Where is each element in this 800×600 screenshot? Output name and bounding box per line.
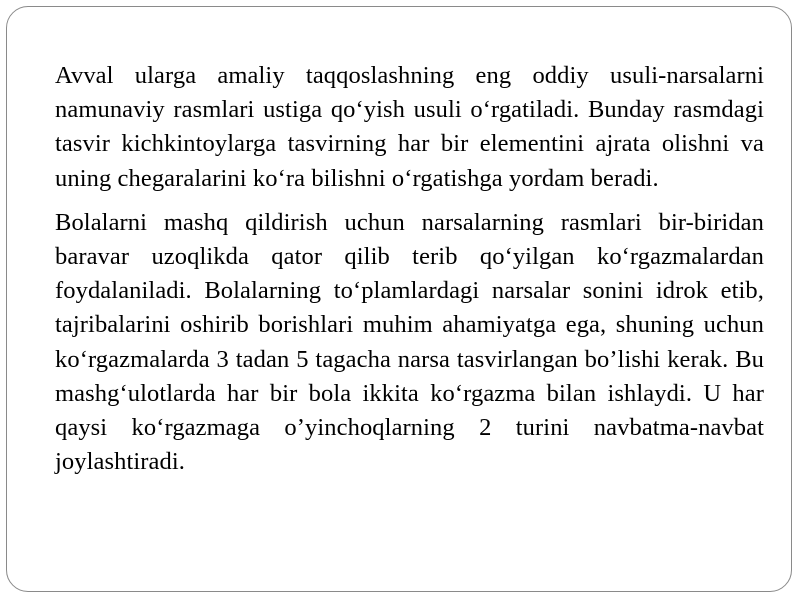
paragraph-2: Bolalarni mashq qildirish uchun narsalarning rasmlari bir-biridan baravar uzoqlikda qator qilib terib qo‘yilgan ko‘rgazmalardan foydalaniladi. Bolalarning to‘plamlardagi narsalar sonini idrok etib, tajribalarini oshirib borishlari muhim ahamiyatga ega, shuning uchun ko‘rgazmalarda 3 tadan 5 tagacha narsa tasvirlangan bo’lishi kerak. Bu mashg‘ulotlarda har bir bola ikkita ko‘rgazma bilan ishlaydi. U har qaysi ko‘rgazmaga o’yinchoqlarning 2 turini navbatma-navbat joylashtiradi. [55, 208, 764, 476]
paragraph-1: Avval ularga amaliy taqqoslashning eng oddiy usuli-narsalarni namunaviy rasmlari ustiga qo‘yish usuli o‘rgatiladi. Bunday rasmdagi tasvir kichkintoylarga tasvirning har bir elementini ajrata olishni va uning chegaralarini ko‘ra bilishni o‘rgatishga yordam beradi. [55, 62, 764, 192]
slide-body [55, 59, 764, 479]
